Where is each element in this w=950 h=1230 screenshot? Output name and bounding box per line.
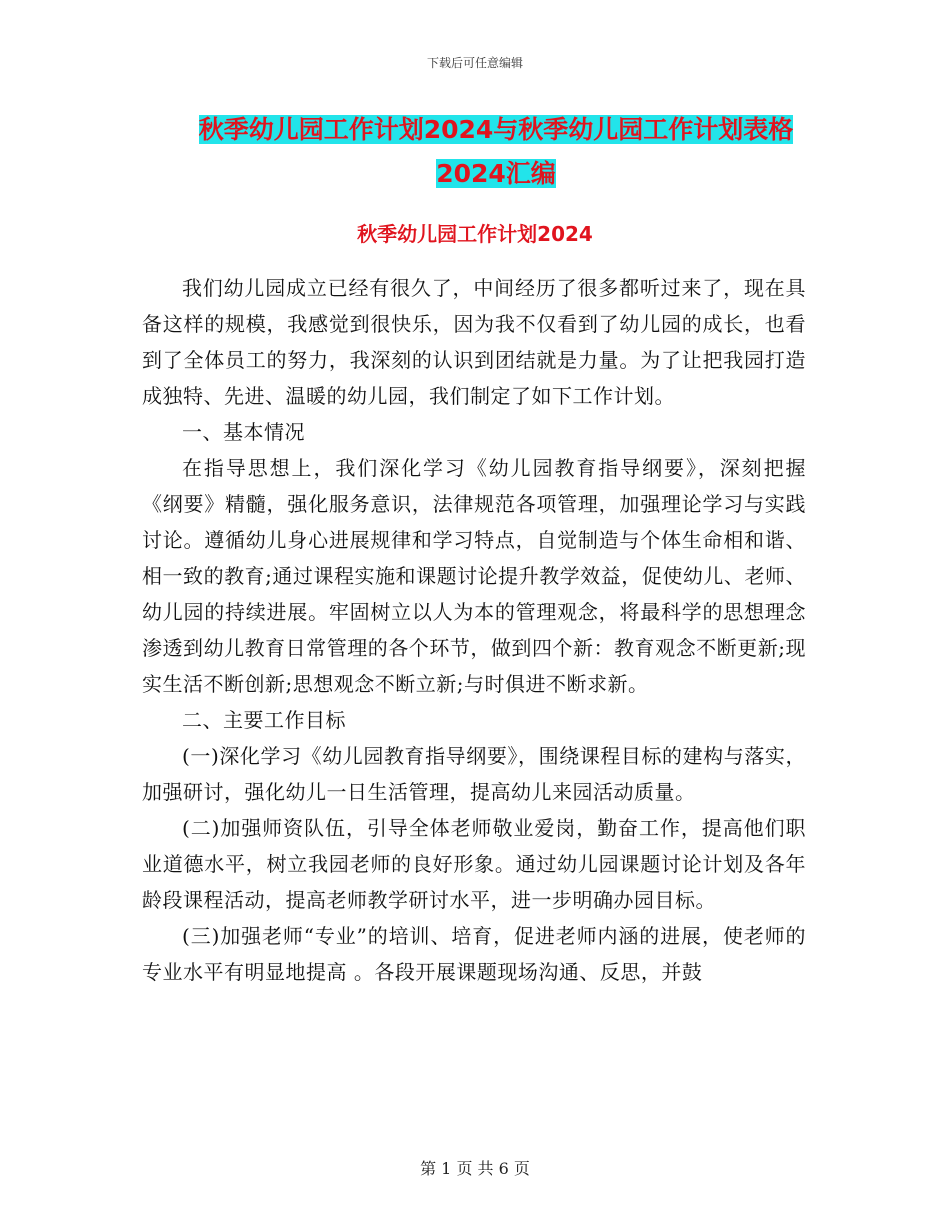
document-title (140, 108, 852, 196)
document-title-line-2: 2024汇编 (436, 159, 556, 188)
paragraph-intro: 我们幼儿园成立已经有很久了，中间经历了很多都听过来了，现在具备这样的规模，我感觉到很快乐，因为我不仅看到了幼儿园的成长，也看到了全体员工的努力，我深刻的认识到团结就是力量。为了让把我园打造成独特、先进、温暖的幼儿园，我们制定了如下工作计划。 (142, 276, 806, 408)
paragraph-guiding-thought: 在指导思想上，我们深化学习《幼儿园教育指导纲要》，深刻把握《纲要》精髓，强化服务意识，法律规范各项管理，加强理论学习与实践讨论。遵循幼儿身心进展规律和学习特点，自觉制造与个体生命相和谐、相一致的教育;通过课程实施和课题讨论提升教学效益，促使幼儿、老师、幼儿园的持续进展。牢固树立以人为本的管理观念，将最科学的思想理念渗透到幼儿教育日常管理的各个环节，做到四个新：教育观念不断更新;现实生活不断创新;思想观念不断立新;与时俱进不断求新。 (142, 456, 806, 696)
paragraph-goal-3: (三)加强老师“专业”的培训、培育，促进老师内涵的进展，使老师的专业水平有明显地提高 。各段开展课题现场沟通、反思，并鼓 (142, 924, 806, 984)
paragraph-goal-2: (二)加强师资队伍，引导全体老师敬业爱岗，勤奋工作，提高他们职业道德水平，树立我园老师的良好形象。通过幼儿园课题讨论计划及各年龄段课程活动，提高老师教学研讨水平，进一步明确办园目标。 (142, 816, 806, 912)
page-footer: 第 1 页 共 6 页 (420, 1159, 530, 1178)
document-title-line-1: 秋季幼儿园工作计划2024与秋季幼儿园工作计划表格 (198, 115, 794, 144)
header-note: 下载后可任意编辑 (426, 56, 523, 70)
paragraph-goal-1: (一)深化学习《幼儿园教育指导纲要》，围绕课程目标的建构与落实，加强研讨，强化幼儿一日生活管理，提高幼儿来园活动质量。 (142, 744, 806, 804)
section-title: 秋季幼儿园工作计划2024 (357, 222, 593, 246)
heading-main-goals: 二、主要工作目标 (182, 708, 346, 732)
document-body (142, 270, 806, 990)
heading-basic-situation: 一、基本情况 (182, 420, 305, 444)
